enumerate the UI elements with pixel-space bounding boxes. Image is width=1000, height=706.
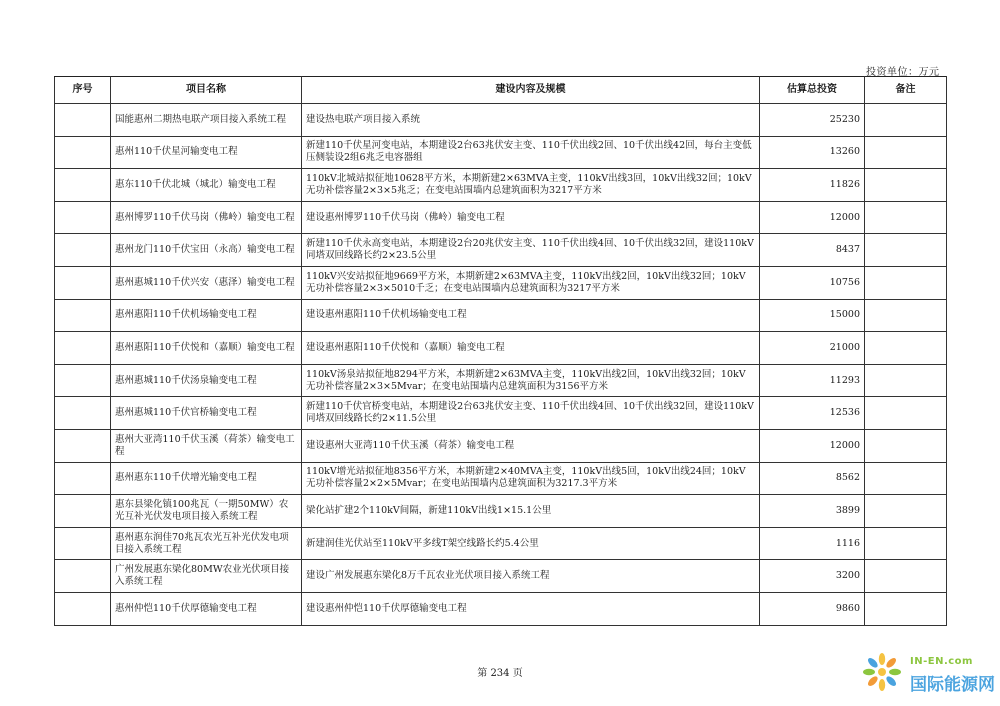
table-row — [55, 397, 947, 430]
table-row — [55, 169, 947, 202]
cell-investment: 21000 — [760, 332, 865, 365]
cell-content: 新建110千伏永高变电站，本期建设2台20兆伏安主变、110千伏出线4回、10千伏出线32回，建设110kV同塔双回线路长约2×23.5公里 — [302, 234, 760, 267]
cell-project-name: 惠州惠东110千伏增光输变电工程 — [111, 462, 302, 495]
cell-note — [865, 592, 947, 625]
table-row — [55, 462, 947, 495]
cell-note — [865, 266, 947, 299]
cell-note — [865, 104, 947, 137]
cell-content: 新建110千伏星河变电站，本期建设2台63兆伏安主变、110千伏出线2回、10千伏出线42回，每台主变低压侧装设2组6兆乏电容器组 — [302, 136, 760, 169]
cell-seq — [55, 234, 111, 267]
cell-project-name: 惠州惠城110千伏兴安（惠泽）输变电工程 — [111, 266, 302, 299]
cell-note — [865, 495, 947, 528]
cell-investment: 3200 — [760, 560, 865, 593]
cell-investment: 8562 — [760, 462, 865, 495]
cell-project-name: 国能惠州二期热电联产项目接入系统工程 — [111, 104, 302, 137]
cell-seq — [55, 495, 111, 528]
cell-project-name: 惠州惠阳110千伏机场输变电工程 — [111, 299, 302, 332]
cell-investment: 11293 — [760, 364, 865, 397]
cell-note — [865, 136, 947, 169]
cell-note — [865, 560, 947, 593]
investment-unit-label: 投资单位：万元 — [866, 67, 940, 78]
cell-project-name: 惠州惠城110千伏汤泉输变电工程 — [111, 364, 302, 397]
header-seq: 序号 — [55, 77, 111, 104]
table-row — [55, 527, 947, 560]
cell-content: 110kV汤泉站拟征地8294平方米，本期新建2×63MVA主变，110kV出线2回，10kV出线32回；10kV无功补偿容量2×3×5Mvar；在变电站围墙内总建筑面积为3156平方米 — [302, 364, 760, 397]
cell-content: 建设惠州博罗110千伏马岗（佛岭）输变电工程 — [302, 201, 760, 234]
cell-seq — [55, 136, 111, 169]
cell-content: 110kV兴安站拟征地9669平方米，本期新建2×63MVA主变，110kV出线2回，10kV出线32回；10kV无功补偿容量2×3×5010千乏；在变电站围墙内总建筑面积为3217平方米 — [302, 266, 760, 299]
table-header-row — [55, 77, 947, 104]
cell-note — [865, 332, 947, 365]
table-row — [55, 364, 947, 397]
cell-content: 新建润佳光伏站至110kV平多线T架空线路长约5.4公里 — [302, 527, 760, 560]
cell-project-name: 惠东110千伏北城（城北）输变电工程 — [111, 169, 302, 202]
cell-project-name: 惠州博罗110千伏马岗（佛岭）输变电工程 — [111, 201, 302, 234]
table-row — [55, 136, 947, 169]
cell-content: 110kV北城站拟征地10628平方米，本期新建2×63MVA主变，110kV出线3回，10kV出线32回；10kV无功补偿容量2×3×5兆乏；在变电站围墙内总建筑面积为3217平方米 — [302, 169, 760, 202]
cell-investment: 12536 — [760, 397, 865, 430]
header-investment: 估算总投资 — [760, 77, 865, 104]
watermark-cn: 国际能源网 — [910, 675, 995, 695]
cell-note — [865, 429, 947, 462]
cell-seq — [55, 397, 111, 430]
page-number: 第 234 页 — [477, 668, 523, 679]
cell-seq — [55, 104, 111, 137]
cell-project-name: 惠州惠东润佳70兆瓦农光互补光伏发电项目接入系统工程 — [111, 527, 302, 560]
table-row — [55, 592, 947, 625]
cell-seq — [55, 592, 111, 625]
table-row — [55, 495, 947, 528]
cell-investment: 12000 — [760, 429, 865, 462]
table-row — [55, 104, 947, 137]
cell-project-name: 惠州110千伏星河输变电工程 — [111, 136, 302, 169]
cell-content: 建设惠州大亚湾110千伏玉溪（荷茶）输变电工程 — [302, 429, 760, 462]
cell-seq — [55, 560, 111, 593]
cell-seq — [55, 429, 111, 462]
cell-seq — [55, 527, 111, 560]
cell-project-name: 广州发展惠东梁化80MW农业光伏项目接入系统工程 — [111, 560, 302, 593]
table-row — [55, 560, 947, 593]
cell-project-name: 惠州惠城110千伏官桥输变电工程 — [111, 397, 302, 430]
sun-flower-icon — [862, 650, 906, 698]
cell-investment: 1116 — [760, 527, 865, 560]
cell-note — [865, 462, 947, 495]
cell-investment: 8437 — [760, 234, 865, 267]
cell-seq — [55, 266, 111, 299]
cell-investment: 13260 — [760, 136, 865, 169]
table-row — [55, 266, 947, 299]
table-row — [55, 429, 947, 462]
cell-note — [865, 397, 947, 430]
cell-project-name: 惠州大亚湾110千伏玉溪（荷茶）输变电工程 — [111, 429, 302, 462]
cell-project-name: 惠州仲恺110千伏厚德输变电工程 — [111, 592, 302, 625]
cell-note — [865, 527, 947, 560]
watermark — [862, 650, 998, 702]
cell-seq — [55, 299, 111, 332]
cell-seq — [55, 462, 111, 495]
cell-note — [865, 299, 947, 332]
cell-seq — [55, 364, 111, 397]
cell-investment: 15000 — [760, 299, 865, 332]
header-content: 建设内容及规模 — [302, 77, 760, 104]
cell-content: 建设广州发展惠东梁化8万千瓦农业光伏项目接入系统工程 — [302, 560, 760, 593]
cell-content: 建设热电联产项目接入系统 — [302, 104, 760, 137]
header-note: 备注 — [865, 77, 947, 104]
cell-investment: 25230 — [760, 104, 865, 137]
cell-note — [865, 201, 947, 234]
table-row — [55, 234, 947, 267]
cell-investment: 9860 — [760, 592, 865, 625]
cell-note — [865, 169, 947, 202]
cell-note — [865, 234, 947, 267]
cell-content: 建设惠州仲恺110千伏厚德输变电工程 — [302, 592, 760, 625]
cell-content: 新建110千伏官桥变电站，本期建设2台63兆伏安主变、110千伏出线4回、10千伏出线32回，建设110kV同塔双回线路长约2×11.5公里 — [302, 397, 760, 430]
table-row — [55, 332, 947, 365]
project-table — [54, 76, 947, 626]
cell-content: 梁化站扩建2个110kV间隔，新建110kV出线1×15.1公里 — [302, 495, 760, 528]
cell-seq — [55, 169, 111, 202]
table-row — [55, 299, 947, 332]
cell-investment: 10756 — [760, 266, 865, 299]
cell-seq — [55, 332, 111, 365]
cell-note — [865, 364, 947, 397]
cell-content: 110kV增光站拟征地8356平方米，本期新建2×40MVA主变，110kV出线5回，10kV出线24回；10kV无功补偿容量2×2×5Mvar；在变电站围墙内总建筑面积为3217.3平方米 — [302, 462, 760, 495]
cell-seq — [55, 201, 111, 234]
cell-investment: 3899 — [760, 495, 865, 528]
cell-investment: 12000 — [760, 201, 865, 234]
table-row — [55, 201, 947, 234]
cell-project-name: 惠州龙门110千伏宝田（永高）输变电工程 — [111, 234, 302, 267]
cell-project-name: 惠州惠阳110千伏悦和（嘉顺）输变电工程 — [111, 332, 302, 365]
cell-project-name: 惠东县梁化镇100兆瓦（一期50MW）农光互补光伏发电项目接入系统工程 — [111, 495, 302, 528]
header-project-name: 项目名称 — [111, 77, 302, 104]
watermark-en: IN-EN.com — [910, 656, 973, 667]
cell-investment: 11826 — [760, 169, 865, 202]
cell-content: 建设惠州惠阳110千伏悦和（嘉顺）输变电工程 — [302, 332, 760, 365]
cell-content: 建设惠州惠阳110千伏机场输变电工程 — [302, 299, 760, 332]
